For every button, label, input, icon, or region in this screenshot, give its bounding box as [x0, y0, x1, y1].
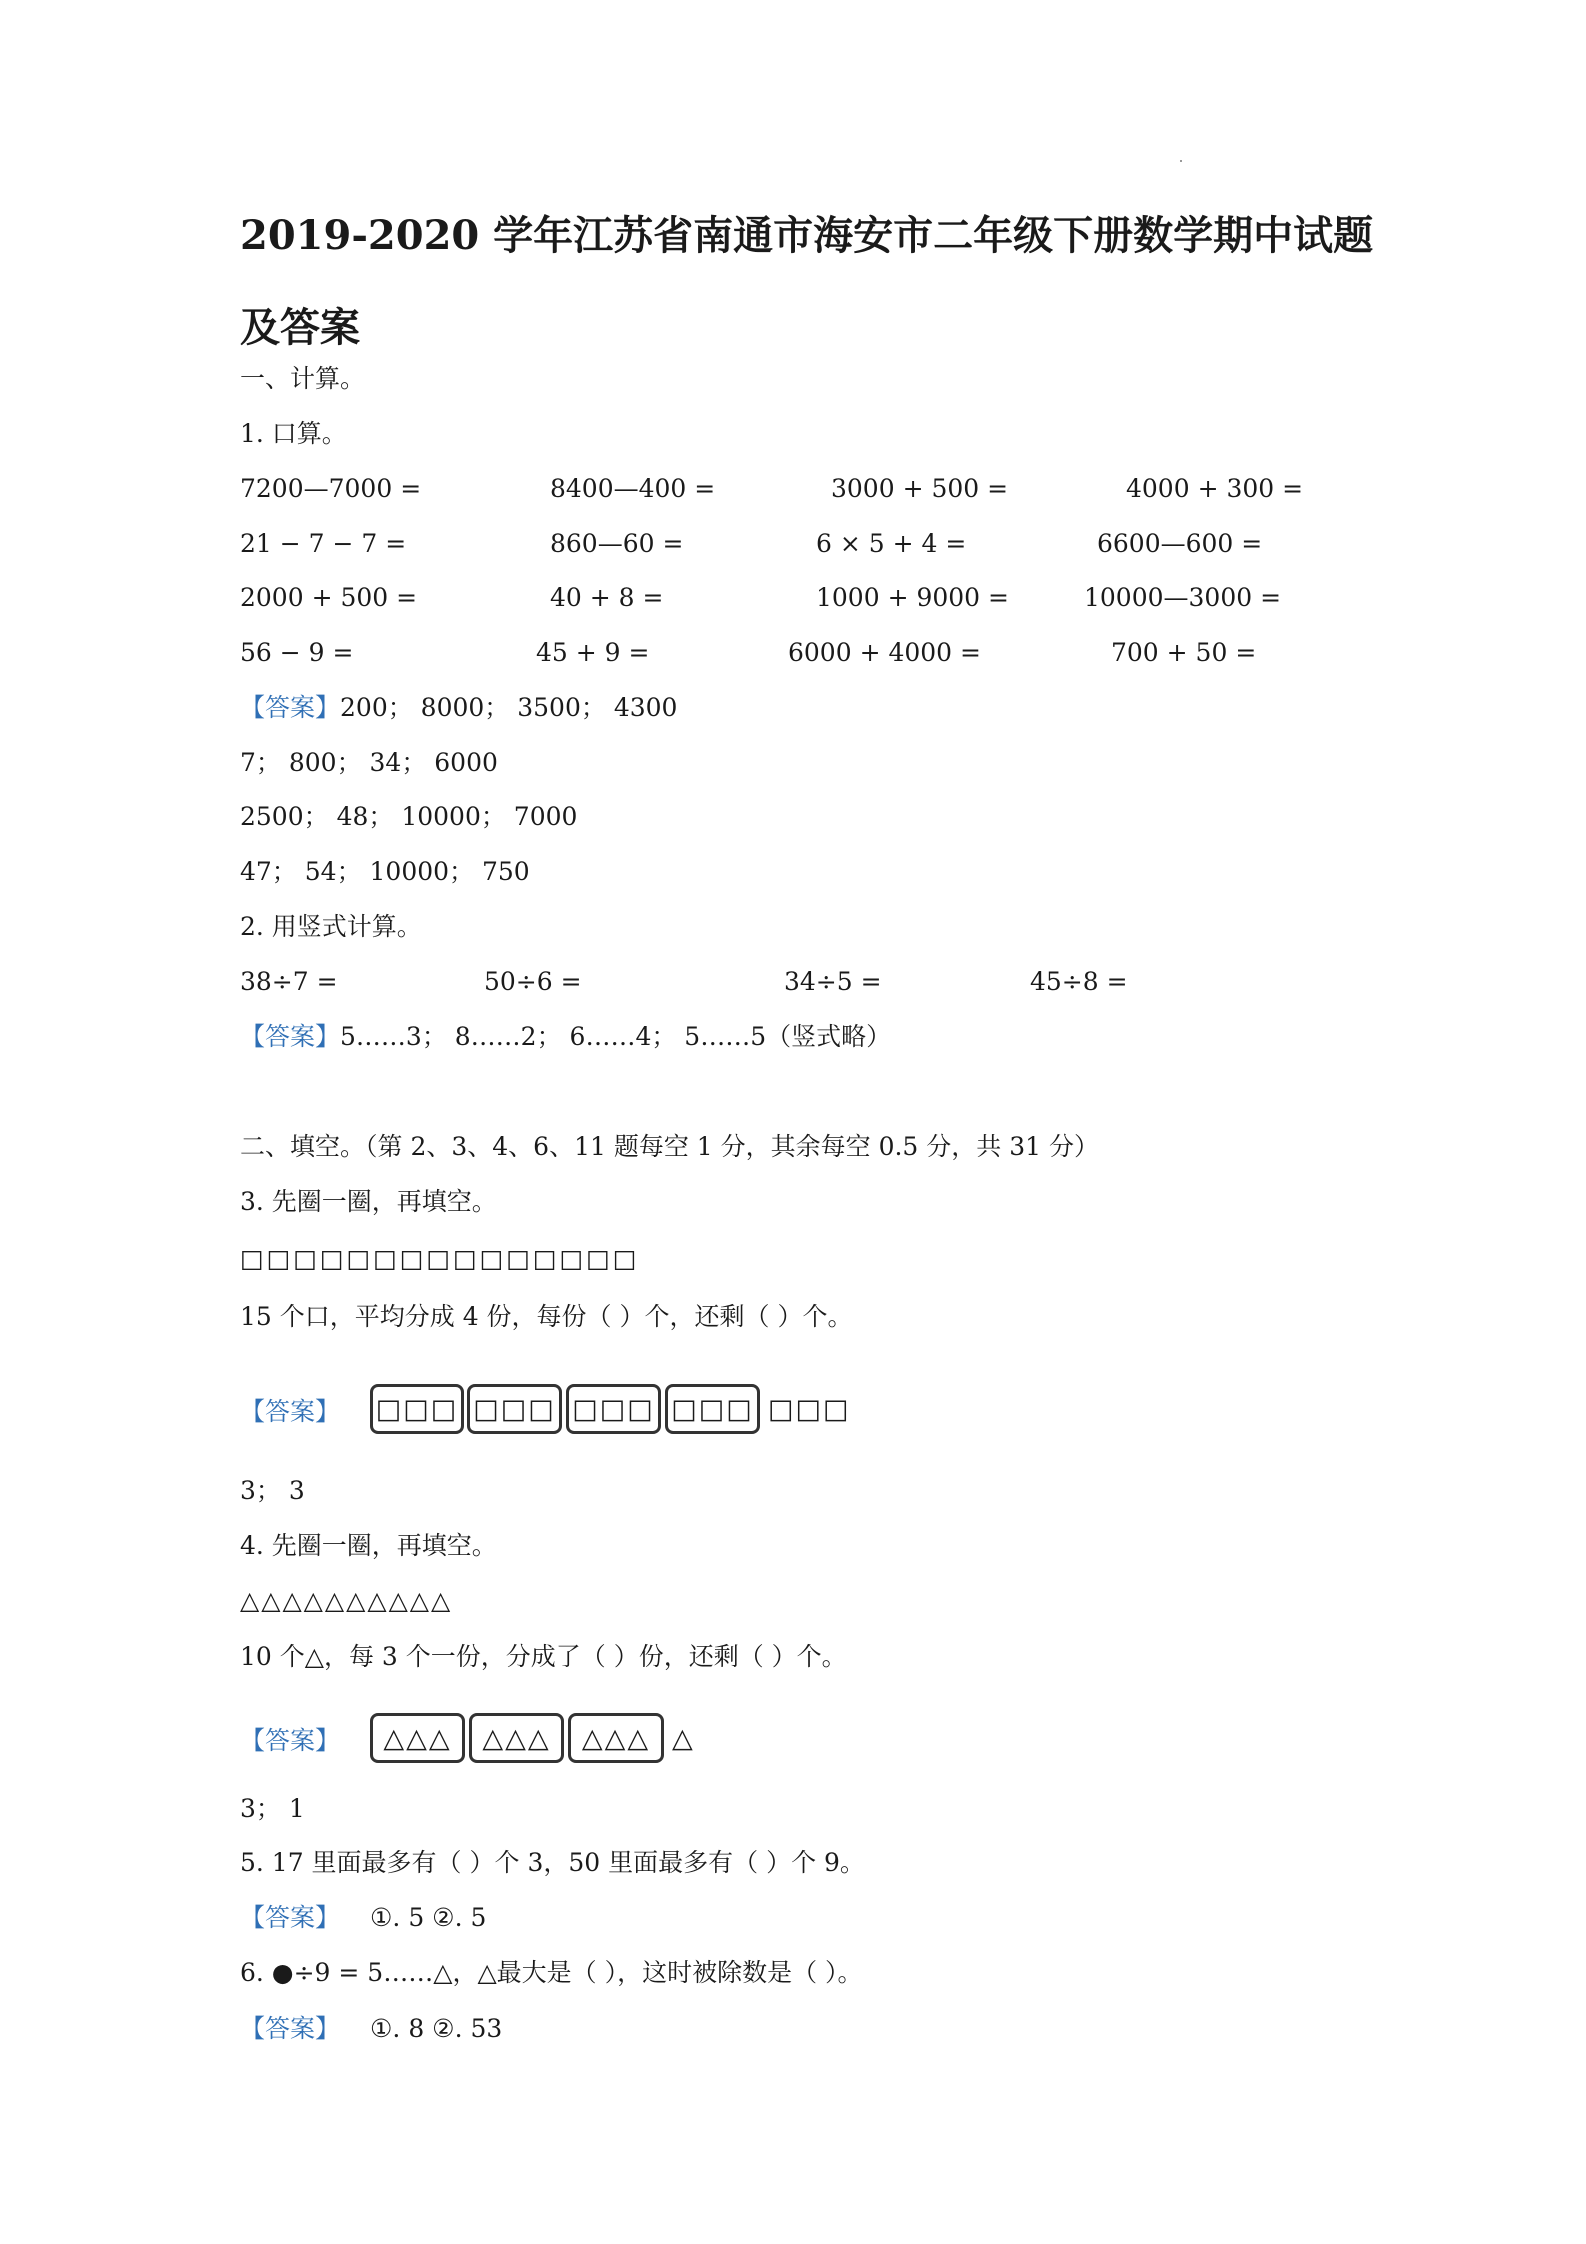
q1-cell: 21 − 7 − 7 = — [240, 529, 407, 558]
q3-label: 3. 先圈一圈，再填空。 — [240, 1187, 497, 1216]
circled-group: △△△ — [568, 1713, 664, 1763]
answer-label: 【答案】 — [240, 1726, 341, 1755]
q1-cell: 6000 + 4000 = — [788, 638, 981, 667]
answer-text: 200； 8000； 3500； 4300 — [340, 693, 678, 722]
remaining-boxes: □□□ — [768, 1393, 851, 1425]
circled-group: □□□ — [370, 1384, 464, 1434]
q2-label: 2. 用竖式计算。 — [240, 912, 422, 941]
q4-triangle-row: △△△△△△△△△△ — [240, 1586, 453, 1615]
q4-question: 10 个△，每 3 个一份，分成了（ ）份，还剩（ ）个。 — [240, 1642, 847, 1671]
q1-cell: 7200—7000 = — [240, 474, 422, 503]
q1-cell: 700 + 50 = — [1111, 638, 1257, 667]
q1-cell: 6600—600 = — [1097, 529, 1263, 558]
q1-cell: 860—60 = — [550, 529, 684, 558]
answer-label: 【答案】 — [240, 1397, 341, 1426]
q1-row-3 — [0, 581, 1586, 615]
q1-cell: 8400—400 = — [550, 474, 716, 503]
section1-heading: 一、计算。 — [240, 364, 366, 393]
q5-question: 5. 17 里面最多有（ ）个 3，50 里面最多有（ ）个 9。 — [240, 1848, 865, 1877]
q1-cell: 2000 + 500 = — [240, 583, 418, 612]
circled-group: □□□ — [665, 1384, 760, 1434]
answer-text: ①. 8 ②. 53 — [370, 2014, 503, 2043]
answer-text: ①. 5 ②. 5 — [370, 1903, 487, 1932]
remaining-triangle: △ — [672, 1722, 695, 1754]
q1-cell: 10000—3000 = — [1084, 583, 1282, 612]
q1-cell: 56 − 9 = — [240, 638, 354, 667]
q1-answer-line-2: 7； 800； 34； 6000 — [240, 748, 498, 777]
q1-answer-line-3: 2500； 48； 10000； 7000 — [240, 802, 578, 831]
q1-label: 1. 口算。 — [240, 419, 347, 448]
answer-label: 【答案】 — [240, 693, 341, 722]
answer-label: 【答案】 — [240, 2014, 341, 2043]
q1-row-1 — [0, 472, 1586, 506]
q1-cell: 4000 + 300 = — [1126, 474, 1304, 503]
q1-answer-line-4: 47； 54； 10000； 750 — [240, 857, 530, 886]
speck — [1180, 160, 1182, 162]
q3-question: 15 个口，平均分成 4 份，每份（ ）个，还剩（ ）个。 — [240, 1302, 853, 1331]
answer-label: 【答案】 — [240, 1022, 341, 1051]
q4-answer-figure — [0, 1713, 1586, 1763]
q2-item: 34÷5 = — [784, 967, 882, 996]
q1-cell: 3000 + 500 = — [831, 474, 1009, 503]
q1-cell: 1000 + 9000 = — [816, 583, 1009, 612]
q2-item: 45÷8 = — [1030, 967, 1128, 996]
q5-answer — [240, 1901, 486, 1935]
circled-group: □□□ — [467, 1384, 562, 1434]
q1-cell: 40 + 8 = — [550, 583, 664, 612]
q4-answer-text: 3； 1 — [240, 1794, 305, 1823]
page-title: 2019-2020 学年江苏省南通市海安市二年级下册数学期中试题及答案 — [240, 212, 1374, 351]
q1-cell: 6 × 5 + 4 = — [816, 529, 967, 558]
q1-answer — [240, 691, 677, 725]
q4-label: 4. 先圈一圈，再填空。 — [240, 1531, 497, 1560]
q6-question: 6. ●÷9 = 5……△，△最大是（ ），这时被除数是（ ）。 — [240, 1958, 863, 1987]
q2-item: 50÷6 = — [484, 967, 582, 996]
circled-group: □□□ — [566, 1384, 661, 1434]
q2-row — [0, 965, 1586, 999]
circled-group: △△△ — [469, 1713, 564, 1763]
q1-row-4 — [0, 636, 1586, 670]
q3-box-row: □□□□□□□□□□□□□□□ — [240, 1244, 640, 1273]
q3-answer-figure — [0, 1384, 1586, 1434]
q1-cell: 45 + 9 = — [536, 638, 650, 667]
q1-row-2 — [0, 527, 1586, 561]
answer-label: 【答案】 — [240, 1903, 341, 1932]
circled-group: △△△ — [370, 1713, 465, 1763]
q3-answer-text: 3； 3 — [240, 1476, 305, 1505]
section2-heading: 二、填空。（第 2、3、4、6、11 题每空 1 分，其余每空 0.5 分，共 31 分） — [240, 1132, 1099, 1161]
answer-text: 5……3； 8……2； 6……4； 5……5（竖式略） — [340, 1022, 892, 1051]
q2-answer — [240, 1020, 891, 1054]
q2-item: 38÷7 = — [240, 967, 338, 996]
q6-answer — [240, 2012, 502, 2046]
